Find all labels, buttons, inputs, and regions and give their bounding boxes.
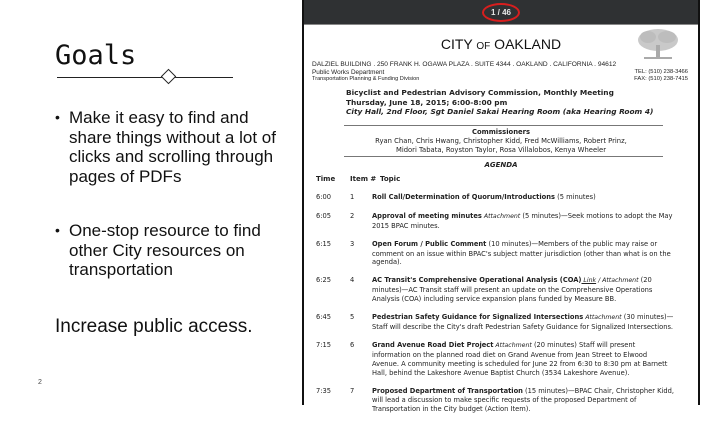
bullet-item: • One-stop resource to find other City resources on transportation [55, 221, 295, 280]
agenda-description: (5 minutes) [554, 192, 596, 201]
agenda-rows [316, 193, 686, 414]
agenda-link[interactable]: Link [581, 277, 597, 285]
slide-title: Goals [55, 40, 137, 71]
agenda-topic-title: Pedestrian Safety Guidance for Signalized Intersections [372, 313, 584, 322]
of-text: OF [476, 41, 491, 52]
commissioners-line: Midori Tabata, Royston Taylor, Rosa Villalobos, Kenya Wheeler [395, 145, 607, 154]
agenda-row [316, 341, 686, 378]
agenda-item-number: 3 [350, 239, 355, 248]
agenda-attachment[interactable]: Attachment [583, 314, 622, 322]
bullet-list [55, 108, 295, 280]
agenda-row [316, 313, 686, 332]
pdf-viewer[interactable] [302, 0, 700, 414]
agenda-description: (10 minutes)—Members of the public may raise or comment on an issue within BPAC's subject matter jurisdiction (other than what is on the agenda). [372, 239, 671, 267]
agenda-topic [372, 313, 686, 332]
agenda-row [316, 212, 686, 231]
slide-content [0, 0, 300, 405]
telephone-number: TEL: (510) 238-3466 [634, 69, 688, 75]
agenda-topic-title: Open Forum / Public Comment [372, 239, 487, 248]
agenda-row [316, 387, 686, 415]
title-divider [57, 77, 233, 78]
agenda-time: 6:00 [316, 192, 332, 201]
meeting-date: Thursday, June 18, 2015; 6:00-8:00 pm [346, 97, 508, 107]
oak-tree-icon [636, 27, 680, 61]
agenda-description: (20 minutes) Staff will present information on the planned road diet on Grand Avenue from Jean Street to Elwood Avenue. A community meeting is scheduled for June 22 from 6:30 to 8:30 pm at Barnett Hall, behind the Lakeshore Avenue Baptist Church (3534 Lakeshore Avenue). [372, 340, 668, 377]
oakland-text: OAKLAND [490, 36, 562, 52]
agenda-table [316, 175, 686, 423]
column-header: Item # [350, 175, 377, 183]
pdf-toolbar [304, 0, 698, 25]
agenda-time: 6:15 [316, 239, 332, 248]
agenda-topic [372, 240, 686, 268]
slide-number: 2 [38, 379, 42, 386]
agenda-item-number: 6 [350, 340, 355, 349]
agenda-description: (5 minutes)—Seek motions to adopt the May 2015 BPAC minutes. [372, 211, 673, 230]
agenda-time: 6:25 [316, 276, 332, 285]
commissioners-section [304, 128, 698, 154]
agenda-topic [372, 276, 686, 304]
divider-line [344, 156, 663, 157]
commissioners-heading: Commissioners [471, 128, 531, 136]
agenda-time: 6:45 [316, 313, 332, 322]
page-counter[interactable]: 1 / 46 [482, 3, 520, 22]
bullet-item: • Make it easy to find and share things without a lot of clicks and scrolling through pages of PDFs [55, 108, 295, 186]
agenda-topic-title: Grand Avenue Road Diet Project [372, 340, 494, 349]
agenda-topic-title: Approval of meeting minutes [372, 211, 482, 220]
agenda-topic-title: AC Transit's Comprehensive Operational Analysis (COA) [372, 276, 582, 285]
agenda-topic-title: Roll Call/Determination of Quorum/Introductions [372, 192, 555, 201]
agenda-topic [372, 341, 686, 378]
agenda-item-number: 4 [350, 276, 355, 285]
agenda-description: (30 minutes)—Staff will describe the City's draft Pedestrian Safety Guidance for Signalized Intersections. [372, 313, 674, 331]
agenda-topic [372, 387, 686, 415]
agenda-topic [372, 193, 686, 203]
agenda-attachment[interactable]: Attachment [481, 212, 521, 220]
agenda-row [316, 240, 686, 268]
agenda-row [316, 193, 686, 203]
commissioners-line: Ryan Chan, Chris Hwang, Christopher Kidd, Fred McWilliams, Robert Prinz, [375, 136, 627, 145]
column-header: Topic [380, 175, 401, 183]
agenda-description: (15 minutes)—BPAC Chair, Christopher Kidd, will lead a discussion to make specific requests of the proposed Department of Transportation in the City budget (Action Item). [372, 386, 675, 414]
agenda-heading: AGENDA [484, 161, 518, 169]
division-name: Transportation Planning & Funding Division [312, 76, 420, 82]
department-name: Public Works Department [312, 69, 385, 76]
meeting-info [346, 88, 653, 117]
agenda-item-number: 7 [350, 386, 355, 395]
agenda-attachment[interactable]: / Attachment [596, 277, 639, 285]
column-header: Time [316, 175, 336, 183]
agenda-time: 7:35 [316, 386, 332, 395]
agenda-time: 7:15 [316, 340, 332, 349]
diamond-ornament-icon [161, 69, 177, 85]
agenda-topic-title: Proposed Department of Transportation [372, 386, 523, 395]
agenda-attachment[interactable]: Attachment [493, 341, 532, 349]
agenda-item-number: 5 [350, 313, 355, 322]
meeting-location: City Hall, 2nd Floor, Sgt Daniel Sakai Hearing Room (aka Hearing Room 4) [346, 107, 654, 116]
divider-line [344, 125, 663, 126]
agenda-item-number: 1 [350, 192, 355, 201]
meeting-title: Bicyclist and Pedestrian Advisory Commission, Monthly Meeting [346, 88, 614, 97]
agenda-item-number: 2 [350, 211, 355, 220]
fax-number: FAX: (510) 238-7415 [634, 76, 688, 82]
city-text: CITY [440, 36, 477, 52]
agenda-header-row [316, 175, 686, 184]
letterhead-address: DALZIEL BUILDING . 250 FRANK H. OGAWA PLAZA . SUITE 4344 . OAKLAND . CALIFORNIA . 94612 [312, 61, 617, 68]
agenda-row [316, 276, 686, 304]
slide-tagline: Increase public access. [55, 316, 253, 337]
agenda-time: 6:05 [316, 211, 332, 220]
agenda-topic [372, 212, 686, 231]
agenda-description: (20 minutes)—AC Transit staff will present an update on the Comprehensive Operations Analysis (COA) including service expansion plans funded by Measure BB. [372, 276, 653, 304]
